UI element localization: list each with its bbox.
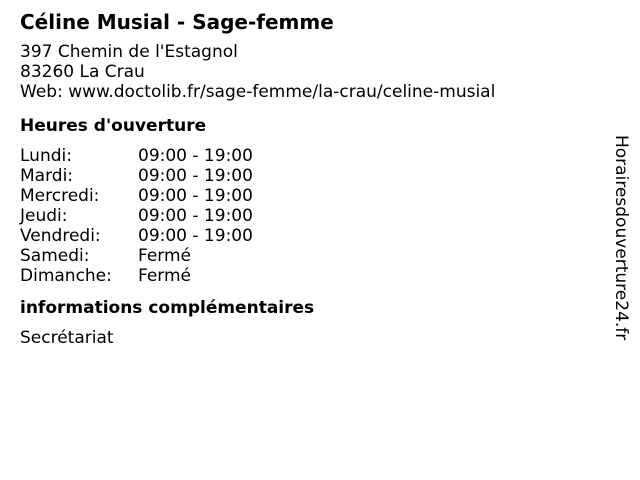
hours-value: 09:00 - 19:00 <box>138 166 253 186</box>
hours-value: 09:00 - 19:00 <box>138 186 253 206</box>
site-watermark: Horairesdouverture24.fr <box>611 135 631 341</box>
hours-row-sunday <box>20 266 590 286</box>
day-label: Samedi: <box>20 246 90 266</box>
hours-row-thursday <box>20 206 590 226</box>
day-label: Mercredi: <box>20 186 100 206</box>
day-label: Jeudi: <box>20 206 68 226</box>
additional-info-heading: informations complémentaires <box>20 298 315 318</box>
hours-row-wednesday <box>20 186 590 206</box>
address-line-2: 83260 La Crau <box>20 62 145 82</box>
additional-info-text: Secrétariat <box>20 328 114 348</box>
address-line-1: 397 Chemin de l'Estagnol <box>20 42 238 62</box>
opening-hours-heading: Heures d'ouverture <box>20 116 207 136</box>
hours-value: 09:00 - 19:00 <box>138 146 253 166</box>
hours-row-saturday <box>20 246 590 266</box>
day-label: Lundi: <box>20 146 72 166</box>
opening-hours-table <box>20 146 590 286</box>
hours-row-friday <box>20 226 590 246</box>
website-line: Web: www.doctolib.fr/sage-femme/la-crau/celine-musial <box>20 82 496 102</box>
day-label: Dimanche: <box>20 266 112 286</box>
business-name: Céline Musial - Sage-femme <box>20 10 334 34</box>
hours-value: Fermé <box>138 266 192 286</box>
hours-row-tuesday <box>20 166 590 186</box>
hours-value: 09:00 - 19:00 <box>138 206 253 226</box>
day-label: Mardi: <box>20 166 74 186</box>
hours-value: 09:00 - 19:00 <box>138 226 253 246</box>
business-card <box>20 9 590 348</box>
day-label: Vendredi: <box>20 226 101 246</box>
hours-value: Fermé <box>138 246 192 266</box>
hours-row-monday <box>20 146 590 166</box>
